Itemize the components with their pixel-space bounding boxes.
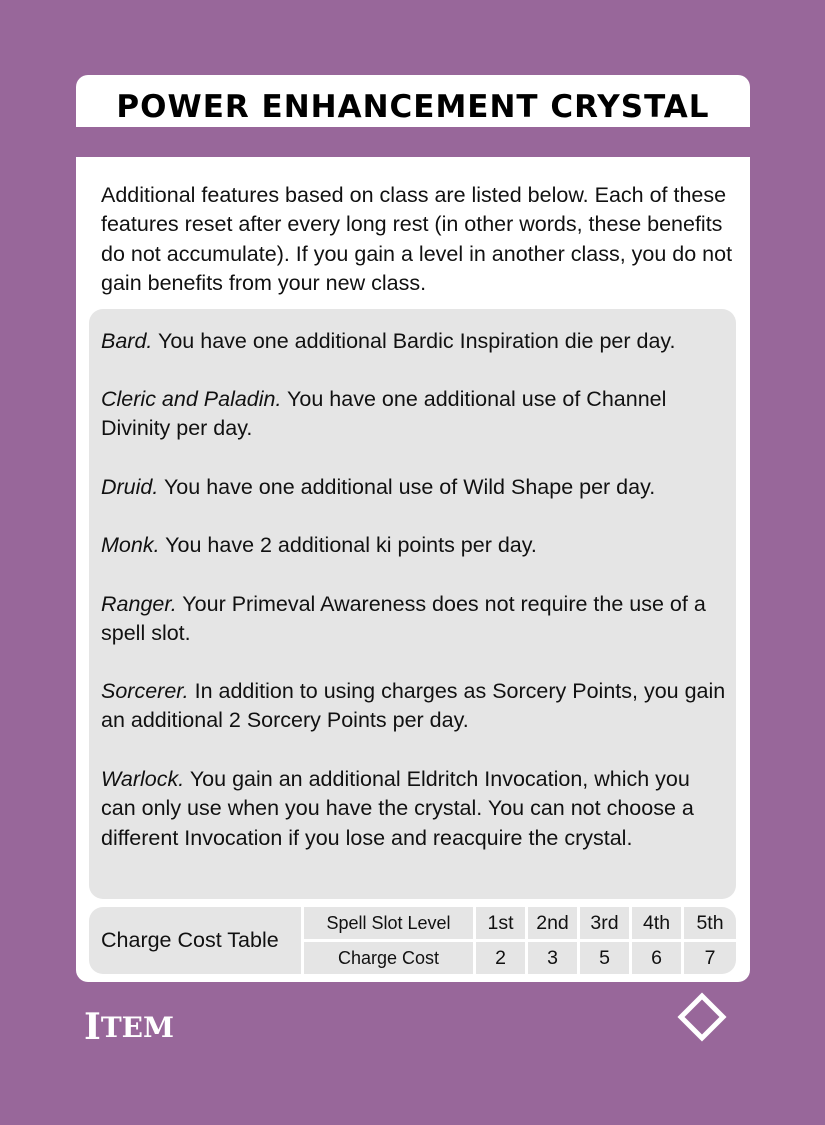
feature-text: You have one additional use of Wild Shape per day. (158, 475, 656, 499)
feature-text: You have one additional Bardic Inspiration die per day. (152, 329, 676, 353)
feature-ranger (101, 590, 733, 649)
level-cell: 5th (696, 911, 724, 934)
cost-cell: 3 (547, 946, 558, 969)
feature-name: Druid. (101, 475, 159, 499)
feature-sorcerer (101, 677, 736, 736)
cost-cell: 7 (704, 946, 716, 969)
card-type-label (84, 1004, 174, 1050)
row-header-spell-slot-level: Spell Slot Level (326, 912, 451, 933)
cost-cell: 2 (495, 946, 506, 969)
feature-name: Ranger. (101, 592, 177, 616)
intro-text: Additional features based on class are listed below. Each of these features reset after every long rest (in other words, these benefits do not accumulate). If you gain a level in another class, you do not gain benefits from your new class. (101, 183, 733, 295)
feature-monk (101, 531, 733, 560)
feature-text: Your Primeval Awareness does not require the use of a spell slot. (101, 592, 706, 646)
level-cell: 2nd (536, 911, 569, 934)
level-cell: 1st (487, 911, 514, 934)
feature-name: Bard. (101, 329, 153, 353)
cost-cell: 5 (599, 946, 610, 969)
diamond-outline-icon (677, 992, 727, 1042)
feature-bard (101, 327, 733, 356)
feature-text: In addition to using charges as Sorcery Points, you gain an additional 2 Sorcery Points per day. (101, 679, 726, 733)
feature-name: Cleric and Paladin. (101, 387, 282, 411)
feature-name: Monk. (101, 533, 160, 557)
card-type-initial: I (84, 1006, 101, 1048)
card-title: POWER ENHANCEMENT CRYSTAL (116, 89, 710, 125)
feature-warlock (101, 765, 716, 853)
feature-text: You have one additional use of Channel Divinity per day. (101, 387, 667, 441)
charge-cost-table (89, 907, 736, 974)
cost-cell: 6 (651, 946, 662, 969)
feature-name: Warlock. (101, 767, 185, 791)
feature-cleric-paladin (101, 385, 733, 444)
feature-text: You have 2 additional ki points per day. (159, 533, 537, 557)
row-header-charge-cost: Charge Cost (337, 947, 440, 968)
feature-druid (101, 473, 733, 502)
card-type-rest: TEM (100, 1010, 175, 1044)
feature-name: Sorcerer. (101, 679, 189, 703)
feature-text: You gain an additional Eldritch Invocation, which you can only use when you have the crystal. You can not choose a different Invocation if you lose and reacquire the crystal. (101, 767, 694, 850)
charge-table-label: Charge Cost Table (101, 928, 279, 952)
level-cell: 4th (642, 911, 671, 934)
level-cell: 3rd (590, 911, 619, 934)
